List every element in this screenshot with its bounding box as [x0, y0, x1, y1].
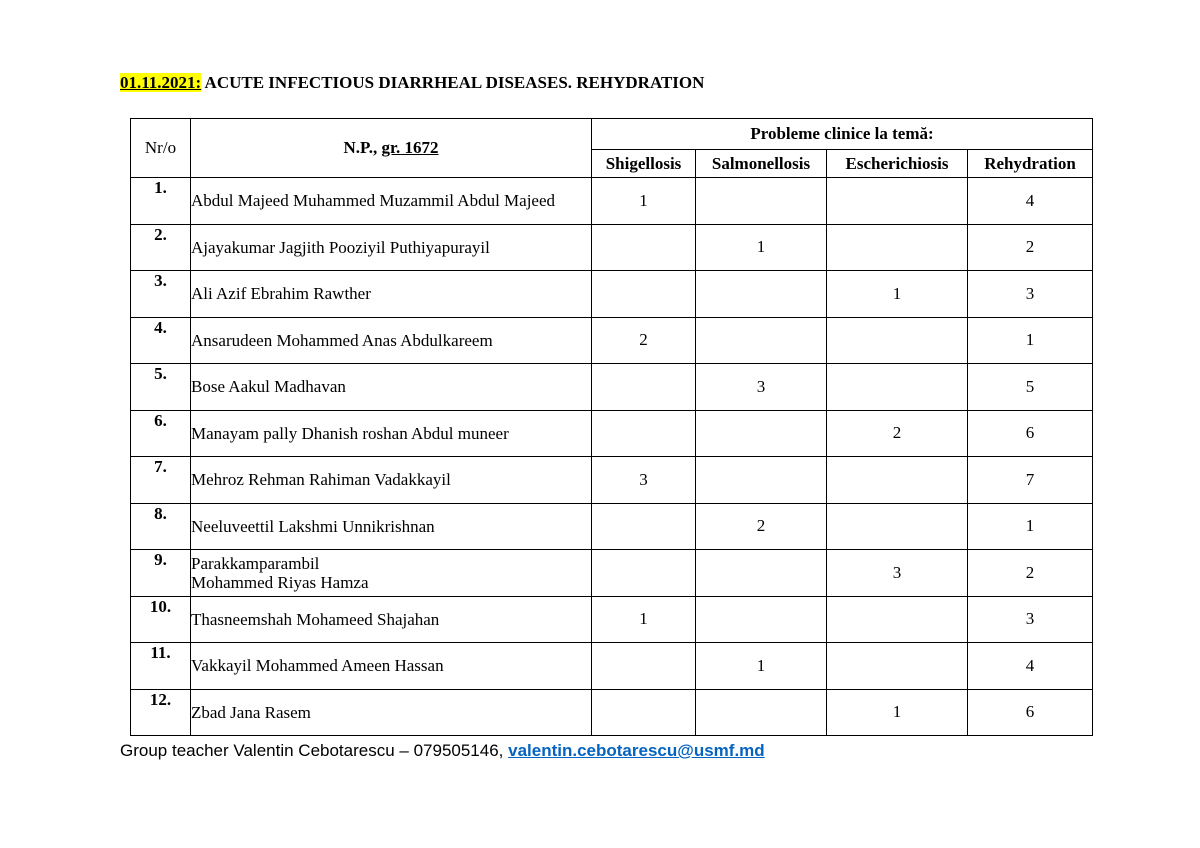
escherichiosis-cell [827, 364, 968, 411]
table-row [131, 689, 1093, 736]
escherichiosis-cell [827, 503, 968, 550]
student-name: Zbad Jana Rasem [191, 689, 592, 736]
escherichiosis-cell: 3 [827, 550, 968, 597]
student-name: Vakkayil Mohammed Ameen Hassan [191, 643, 592, 690]
student-name: Manayam pally Dhanish roshan Abdul muneer [191, 410, 592, 457]
np-group: gr. [381, 138, 401, 157]
rehydration-cell: 5 [968, 364, 1093, 411]
student-name: Abdul Majeed Muhammed Muzammil Abdul Majeed [191, 178, 592, 225]
salmonellosis-cell [696, 689, 827, 736]
escherichiosis-cell: 1 [827, 271, 968, 318]
table-row [131, 271, 1093, 318]
row-number: 8. [131, 503, 191, 550]
salmonellosis-cell [696, 410, 827, 457]
salmonellosis-cell [696, 457, 827, 504]
row-number: 1. [131, 178, 191, 225]
table-row [131, 596, 1093, 643]
escherichiosis-cell: 1 [827, 689, 968, 736]
escherichiosis-cell [827, 457, 968, 504]
rehydration-cell: 6 [968, 689, 1093, 736]
table-row [131, 410, 1093, 457]
salmonellosis-cell [696, 178, 827, 225]
shigellosis-cell: 1 [592, 596, 696, 643]
table-row [131, 503, 1093, 550]
np-prefix: N.P., [343, 138, 382, 157]
shigellosis-cell: 2 [592, 317, 696, 364]
table-row [131, 550, 1093, 597]
rehydration-cell: 4 [968, 178, 1093, 225]
student-name: Ajayakumar Jagjith Pooziyil Puthiyapurayil [191, 224, 592, 271]
title-date: 01.11.2021: [120, 73, 202, 92]
rehydration-cell: 6 [968, 410, 1093, 457]
row-number: 9. [131, 550, 191, 597]
table-row [131, 224, 1093, 271]
row-number: 7. [131, 457, 191, 504]
row-number: 6. [131, 410, 191, 457]
rehydration-cell: 4 [968, 643, 1093, 690]
shigellosis-cell [592, 364, 696, 411]
row-number: 12. [131, 689, 191, 736]
salmonellosis-cell: 2 [696, 503, 827, 550]
table-row [131, 457, 1093, 504]
group-header: Probleme clinice la temă: [592, 119, 1093, 150]
column-header-nr: Nr/o [131, 119, 191, 178]
rehydration-cell: 2 [968, 224, 1093, 271]
roster-table [130, 118, 1093, 736]
escherichiosis-cell [827, 224, 968, 271]
student-name: Ansarudeen Mohammed Anas Abdulkareem [191, 317, 592, 364]
salmonellosis-cell [696, 596, 827, 643]
footer-contact [120, 741, 765, 761]
student-name: Mehroz Rehman Rahiman Vadakkayil [191, 457, 592, 504]
column-header-rehydration: Rehydration [968, 150, 1093, 178]
row-number: 2. [131, 224, 191, 271]
row-number: 5. [131, 364, 191, 411]
title-text: ACUTE INFECTIOUS DIARRHEAL DISEASES. REHYDRATION [201, 73, 705, 92]
salmonellosis-cell: 1 [696, 224, 827, 271]
escherichiosis-cell [827, 643, 968, 690]
table-row [131, 178, 1093, 225]
salmonellosis-cell [696, 550, 827, 597]
row-number: 10. [131, 596, 191, 643]
shigellosis-cell [592, 503, 696, 550]
shigellosis-cell [592, 410, 696, 457]
escherichiosis-cell [827, 596, 968, 643]
footer-text: Group teacher Valentin Cebotarescu – 079505146, [120, 741, 509, 760]
rehydration-cell: 1 [968, 317, 1093, 364]
column-header-escherichiosis: Escherichiosis [827, 150, 968, 178]
salmonellosis-cell [696, 317, 827, 364]
shigellosis-cell: 3 [592, 457, 696, 504]
table-row [131, 317, 1093, 364]
email-link[interactable]: valentin.cebotarescu@usmf.md [508, 741, 765, 760]
table-row [131, 364, 1093, 411]
table-row [131, 643, 1093, 690]
escherichiosis-cell [827, 178, 968, 225]
column-header-salmonellosis: Salmonellosis [696, 150, 827, 178]
column-header-name [191, 119, 592, 178]
student-name: Parakkamparambil Mohammed Riyas Hamza [191, 550, 592, 597]
shigellosis-cell [592, 550, 696, 597]
column-header-shigellosis: Shigellosis [592, 150, 696, 178]
student-name: Bose Aakul Madhavan [191, 364, 592, 411]
rehydration-cell: 3 [968, 596, 1093, 643]
escherichiosis-cell [827, 317, 968, 364]
salmonellosis-cell: 1 [696, 643, 827, 690]
student-name: Thasneemshah Mohameed Shajahan [191, 596, 592, 643]
salmonellosis-cell [696, 271, 827, 318]
shigellosis-cell [592, 689, 696, 736]
rehydration-cell: 3 [968, 271, 1093, 318]
shigellosis-cell [592, 224, 696, 271]
page-title [120, 73, 704, 93]
salmonellosis-cell: 3 [696, 364, 827, 411]
escherichiosis-cell: 2 [827, 410, 968, 457]
shigellosis-cell [592, 643, 696, 690]
row-number: 3. [131, 271, 191, 318]
shigellosis-cell [592, 271, 696, 318]
rehydration-cell: 2 [968, 550, 1093, 597]
row-number: 4. [131, 317, 191, 364]
rehydration-cell: 7 [968, 457, 1093, 504]
student-name: Neeluveettil Lakshmi Unnikrishnan [191, 503, 592, 550]
row-number: 11. [131, 643, 191, 690]
student-name: Ali Azif Ebrahim Rawther [191, 271, 592, 318]
np-suffix: 1672 [400, 138, 439, 157]
rehydration-cell: 1 [968, 503, 1093, 550]
shigellosis-cell: 1 [592, 178, 696, 225]
